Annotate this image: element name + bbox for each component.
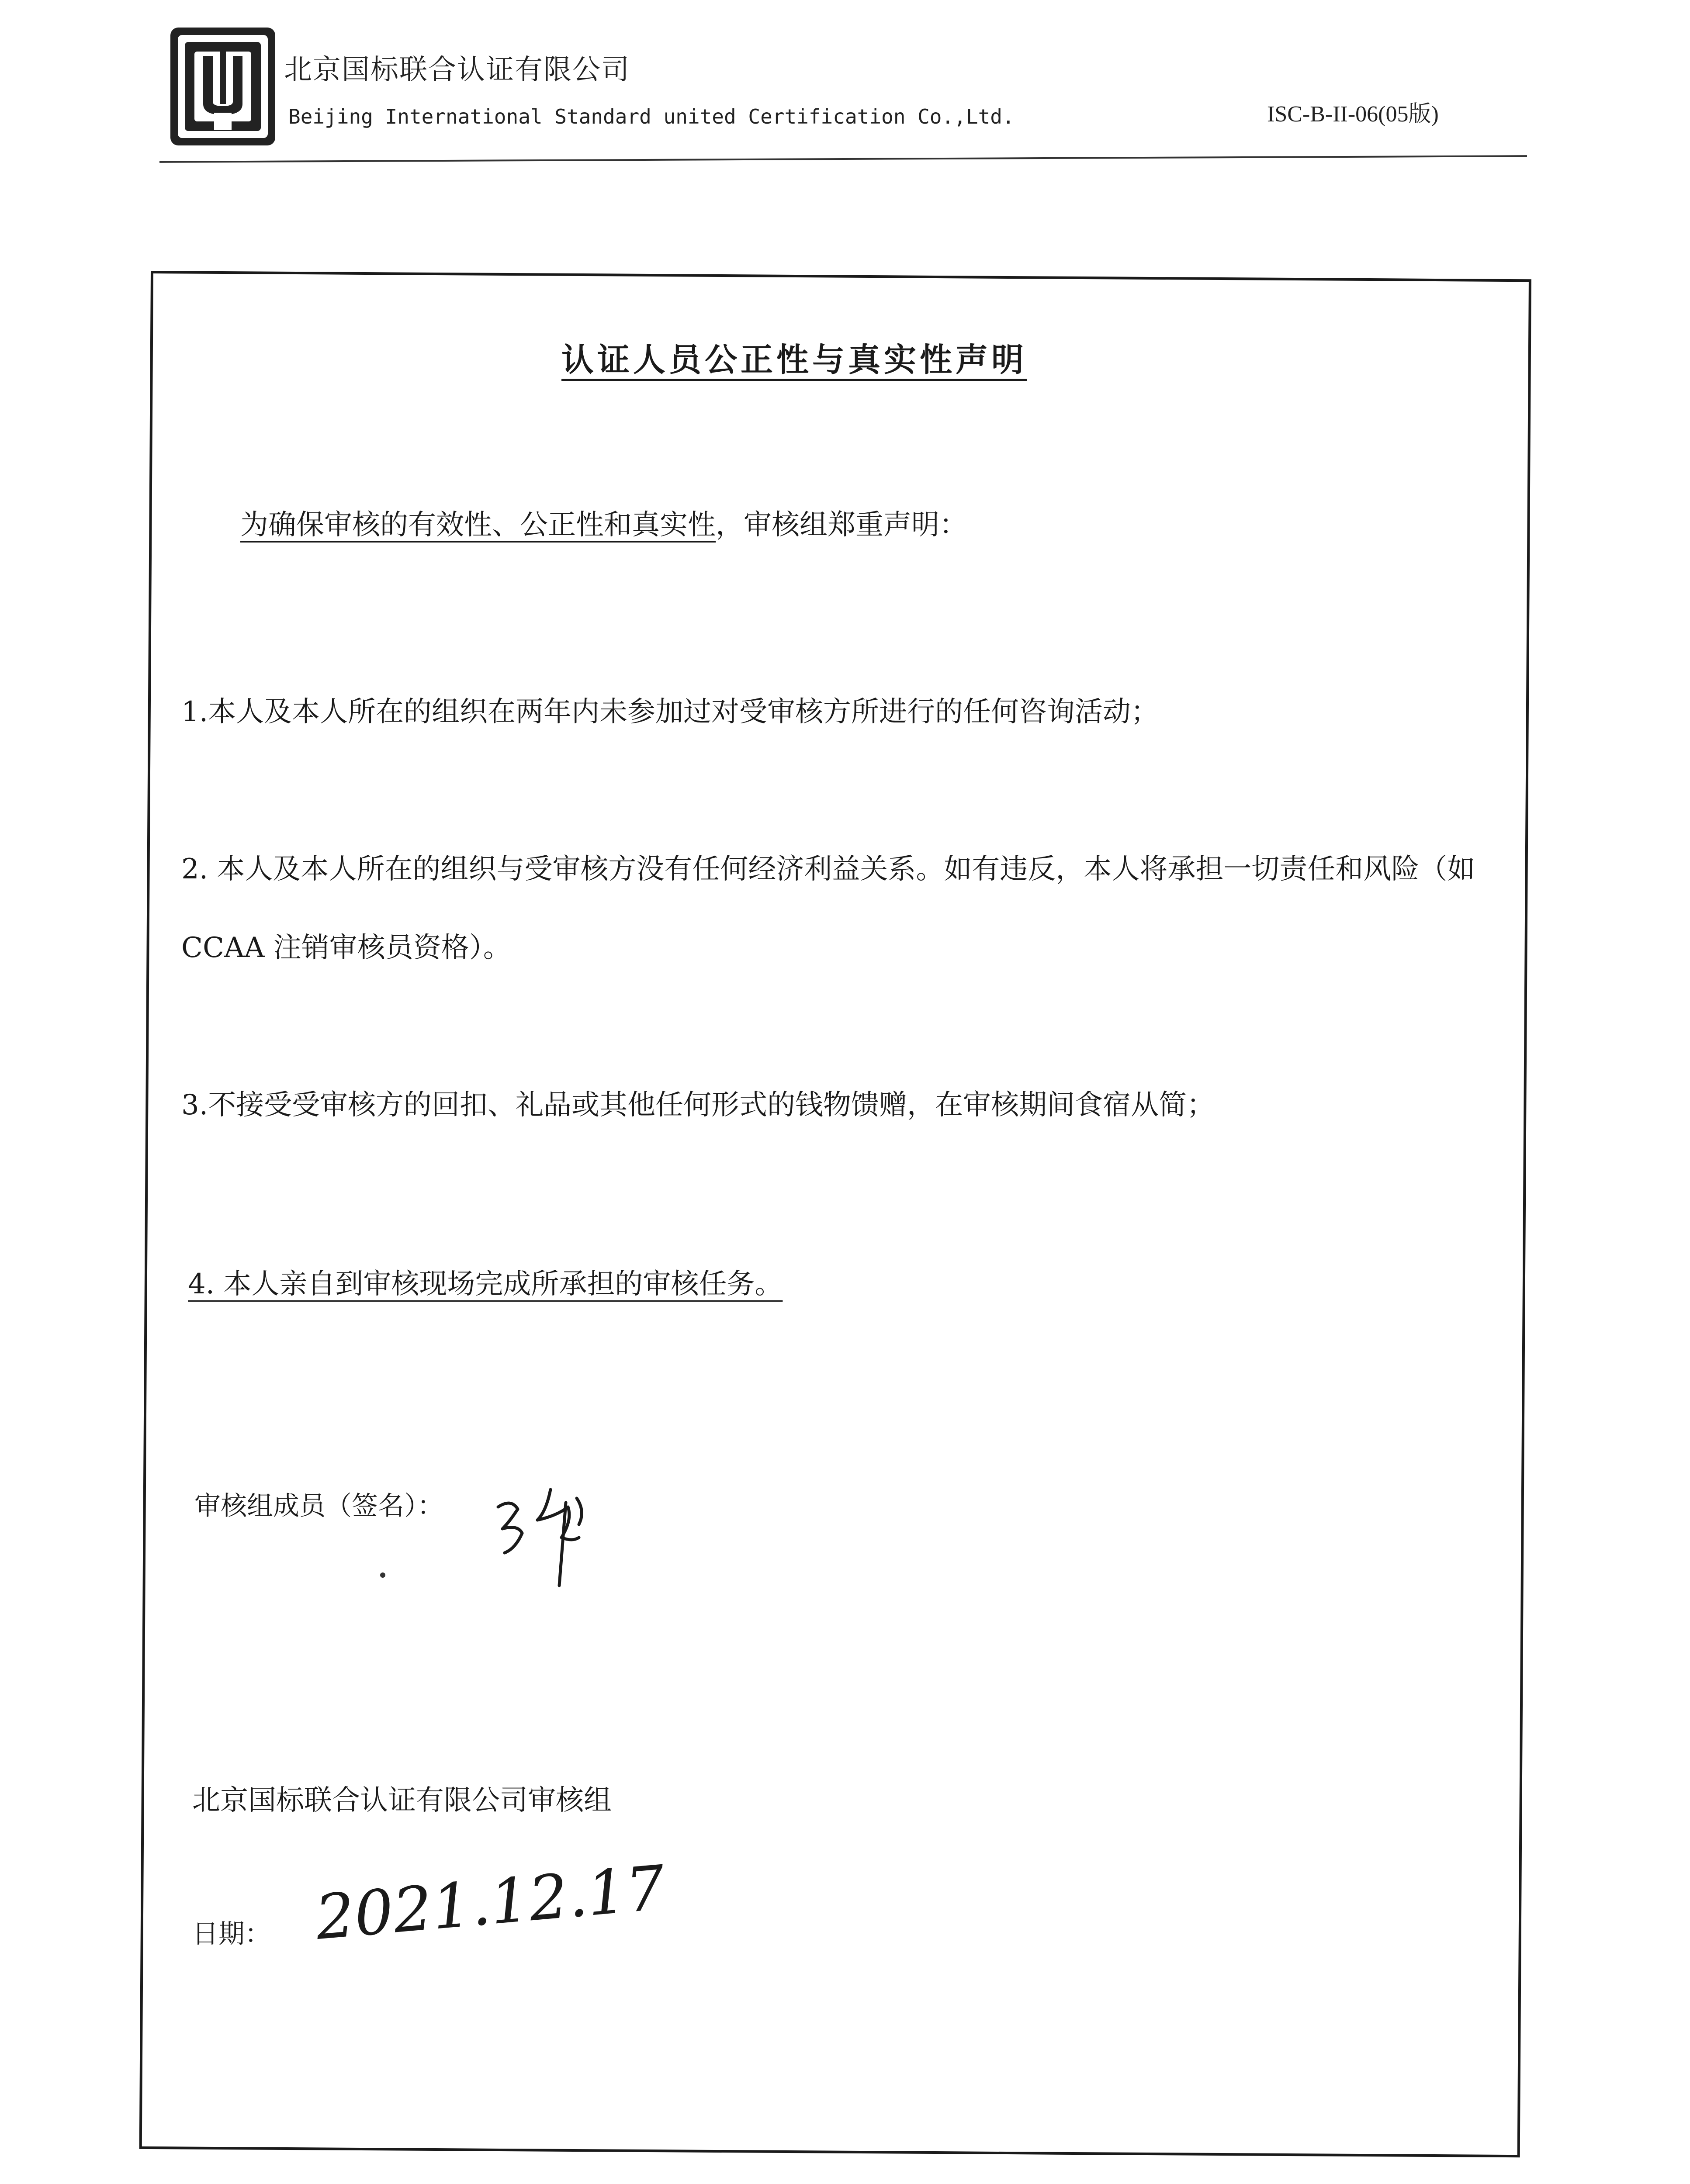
date-label: 日期：	[192, 1919, 271, 1949]
header-divider	[159, 155, 1527, 163]
company-logo	[168, 25, 277, 148]
form-border	[139, 271, 1531, 2157]
signature-label: 审核组成员（签名）：	[194, 1491, 443, 1521]
declaration-item-1: 1.本人及本人所在的组织在两年内未参加过对受审核方所进行的任何咨询活动；	[181, 696, 1159, 728]
document-code: ISC-B-II-06(05版)	[1267, 102, 1439, 127]
declaration-item-3: 3.不接受受审核方的回扣、礼品或其他任何形式的钱物馈赠，在审核期间食宿从简；	[181, 1089, 1215, 1121]
audit-group-name: 北京国标联合认证有限公司审核组	[192, 1784, 612, 1817]
ink-speck	[380, 1572, 385, 1578]
intro-rest-text: ，审核组郑重声明：	[716, 509, 967, 541]
handwritten-date: 2021.12.17	[312, 1852, 668, 1954]
company-name-cn: 北京国标联合认证有限公司	[284, 54, 630, 86]
handwritten-signature	[485, 1472, 629, 1603]
intro-underlined-text: 为确保审核的有效性、公正性和真实性	[240, 509, 716, 541]
intro-paragraph	[240, 502, 967, 543]
declaration-item-2: 2. 本人及本人所在的组织与受审核方没有任何经济利益关系。如有违反，本人将承担一切责任和风险（如 CCAA 注销审核员资格）。	[181, 853, 1475, 964]
form-title: 认证人员公正性与真实性声明	[561, 341, 1027, 379]
company-name-en: Beijing International Standard united Certification Co.,Ltd.	[288, 105, 1015, 128]
declaration-item-4: 4. 本人亲自到审核现场完成所承担的审核任务。	[188, 1268, 783, 1300]
